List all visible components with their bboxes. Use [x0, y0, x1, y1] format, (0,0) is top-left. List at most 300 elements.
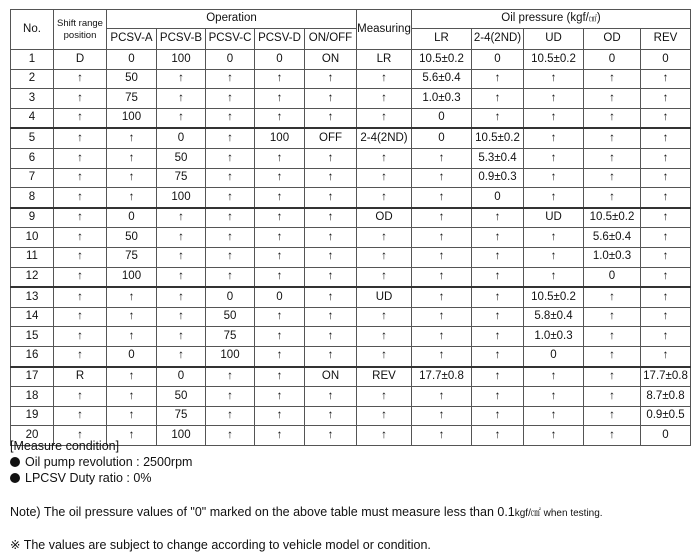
header-pcsv-d: PCSV-D — [255, 29, 305, 50]
table-cell: ↑ — [255, 89, 305, 109]
table-cell: 100 — [255, 128, 305, 148]
table-cell: ↑ — [472, 387, 524, 407]
table-row — [11, 267, 691, 287]
table-cell: ↑ — [584, 287, 641, 307]
table-cell: ↑ — [305, 228, 357, 248]
table-cell: ↑ — [305, 287, 357, 307]
table-cell: 17.7±0.8 — [641, 367, 691, 387]
table-cell: ↑ — [255, 168, 305, 188]
table-cell: LR — [357, 50, 412, 70]
table-cell: 50 — [107, 69, 157, 89]
table-cell: ↑ — [472, 108, 524, 128]
table-cell: 3 — [11, 89, 54, 109]
table-cell: ↑ — [206, 148, 255, 168]
table-cell: 50 — [157, 387, 206, 407]
oil-pressure-table-container — [10, 9, 691, 446]
table-cell: ↑ — [357, 346, 412, 366]
header-pcsv-a: PCSV-A — [107, 29, 157, 50]
table-cell: ↑ — [206, 367, 255, 387]
table-cell: 100 — [206, 346, 255, 366]
header-pcsv-c: PCSV-C — [206, 29, 255, 50]
table-cell: ↑ — [305, 108, 357, 128]
table-cell: ↑ — [584, 148, 641, 168]
table-cell: ↑ — [305, 346, 357, 366]
table-cell: 5.6±0.4 — [412, 69, 472, 89]
table-cell: 0 — [107, 50, 157, 70]
table-cell: ↑ — [584, 69, 641, 89]
table-cell: 4 — [11, 108, 54, 128]
table-cell: ↑ — [54, 208, 107, 228]
table-cell: 100 — [107, 108, 157, 128]
table-cell: 10.5±0.2 — [412, 50, 472, 70]
table-cell: ↑ — [206, 69, 255, 89]
table-cell: ↑ — [305, 69, 357, 89]
table-cell: ↑ — [524, 128, 584, 148]
table-cell: ↑ — [524, 108, 584, 128]
table-cell: 75 — [157, 406, 206, 426]
table-cell: ↑ — [357, 267, 412, 287]
condition-text: Oil pump revolution : 2500rpm — [25, 455, 193, 469]
table-cell: 0 — [584, 267, 641, 287]
table-cell: 13 — [11, 287, 54, 307]
table-cell: ↑ — [157, 327, 206, 347]
table-cell: 6 — [11, 148, 54, 168]
table-cell: ↑ — [255, 307, 305, 327]
table-cell: 0 — [412, 108, 472, 128]
header-2-4-2nd: 2-4(2ND) — [472, 29, 524, 50]
table-cell: ↑ — [357, 148, 412, 168]
table-cell: 0 — [255, 50, 305, 70]
table-cell: 0 — [584, 50, 641, 70]
table-cell: R — [54, 367, 107, 387]
table-cell: ↑ — [357, 247, 412, 267]
table-cell: 0 — [206, 287, 255, 307]
table-cell: ↑ — [54, 287, 107, 307]
table-cell: ↑ — [472, 406, 524, 426]
note-main-text: Note) The oil pressure values of "0" marked on the above table must measure less than 0.1 — [10, 505, 515, 519]
table-cell: 75 — [206, 327, 255, 347]
table-cell: ↑ — [412, 346, 472, 366]
table-cell: ↑ — [54, 247, 107, 267]
table-cell: D — [54, 50, 107, 70]
table-cell: 0.9±0.3 — [472, 168, 524, 188]
table-cell: ↑ — [412, 188, 472, 208]
table-cell: 75 — [157, 168, 206, 188]
table-cell: ↑ — [641, 148, 691, 168]
table-cell: 100 — [157, 426, 206, 446]
table-cell: 0 — [472, 50, 524, 70]
table-cell: ↑ — [472, 426, 524, 446]
table-cell: ↑ — [255, 228, 305, 248]
table-row — [11, 346, 691, 366]
table-cell: ↑ — [305, 387, 357, 407]
table-cell: 0 — [524, 346, 584, 366]
header-od: OD — [584, 29, 641, 50]
table-cell: ↑ — [641, 168, 691, 188]
note-unit-text: kgf/㎠ when testing. — [514, 508, 603, 519]
table-cell: ↑ — [255, 247, 305, 267]
table-cell: ↑ — [412, 148, 472, 168]
table-row — [11, 367, 691, 387]
table-cell: ↑ — [255, 148, 305, 168]
table-cell: ↑ — [584, 346, 641, 366]
table-cell: ↑ — [524, 168, 584, 188]
table-cell: ↑ — [472, 287, 524, 307]
header-on-off: ON/OFF — [305, 29, 357, 50]
table-cell: 0 — [157, 367, 206, 387]
table-cell: ↑ — [641, 208, 691, 228]
table-cell: ↑ — [641, 307, 691, 327]
table-cell: ↑ — [255, 387, 305, 407]
table-cell: 1 — [11, 50, 54, 70]
table-cell: ↑ — [107, 327, 157, 347]
table-cell: 17 — [11, 367, 54, 387]
table-cell: ↑ — [412, 228, 472, 248]
table-cell: 5.3±0.4 — [472, 148, 524, 168]
table-cell: 2-4(2ND) — [357, 128, 412, 148]
table-cell: ON — [305, 50, 357, 70]
measure-conditions — [10, 438, 192, 486]
table-cell: ↑ — [206, 247, 255, 267]
header-lr: LR — [412, 29, 472, 50]
table-cell: ↑ — [305, 307, 357, 327]
table-cell: 100 — [157, 188, 206, 208]
table-cell: ↑ — [412, 287, 472, 307]
table-cell: 14 — [11, 307, 54, 327]
table-row — [11, 387, 691, 407]
table-cell: ↑ — [255, 208, 305, 228]
table-cell: 0 — [107, 346, 157, 366]
table-cell: ↑ — [54, 228, 107, 248]
table-cell: ↑ — [472, 367, 524, 387]
table-cell: ↑ — [524, 426, 584, 446]
table-cell: 5.6±0.4 — [584, 228, 641, 248]
table-cell: ↑ — [641, 267, 691, 287]
table-cell: ↑ — [305, 267, 357, 287]
table-cell: 50 — [157, 148, 206, 168]
table-row — [11, 247, 691, 267]
table-cell: 0 — [206, 50, 255, 70]
bullet-icon — [10, 457, 20, 467]
table-cell: ↑ — [157, 247, 206, 267]
table-cell: ↑ — [255, 188, 305, 208]
table-cell: ↑ — [584, 367, 641, 387]
table-cell: ↑ — [107, 426, 157, 446]
table-cell: 75 — [107, 89, 157, 109]
table-cell: 10.5±0.2 — [524, 287, 584, 307]
table-cell: ↑ — [524, 148, 584, 168]
table-cell: 16 — [11, 346, 54, 366]
table-cell: 50 — [107, 228, 157, 248]
table-cell: ↑ — [157, 307, 206, 327]
table-cell: ↑ — [584, 168, 641, 188]
table-cell: 10.5±0.2 — [524, 50, 584, 70]
header-shift-range-position: Shift range position — [54, 10, 107, 50]
table-cell: ↑ — [255, 426, 305, 446]
table-cell: ↑ — [305, 168, 357, 188]
table-cell: ↑ — [472, 208, 524, 228]
table-cell: 0 — [255, 287, 305, 307]
table-cell: ↑ — [157, 228, 206, 248]
table-cell: ↑ — [472, 89, 524, 109]
table-cell: ↑ — [157, 287, 206, 307]
table-cell: ↑ — [524, 387, 584, 407]
table-cell: ↑ — [357, 188, 412, 208]
bullet-icon — [10, 473, 20, 483]
table-cell: ↑ — [412, 426, 472, 446]
table-cell: ↑ — [472, 346, 524, 366]
table-cell: ↑ — [255, 108, 305, 128]
table-cell: REV — [357, 367, 412, 387]
table-cell: ↑ — [255, 69, 305, 89]
table-cell: ↑ — [641, 69, 691, 89]
table-cell: ↑ — [357, 89, 412, 109]
table-cell: 50 — [206, 307, 255, 327]
table-cell: ↑ — [255, 327, 305, 347]
table-cell: 2 — [11, 69, 54, 89]
table-cell: ↑ — [54, 108, 107, 128]
table-cell: ↑ — [54, 69, 107, 89]
measure-condition-title: [Measure condition] — [10, 439, 120, 453]
table-cell: 8 — [11, 188, 54, 208]
table-cell: ↑ — [584, 108, 641, 128]
table-cell: OD — [357, 208, 412, 228]
table-cell: ↑ — [584, 387, 641, 407]
table-cell: ↑ — [255, 406, 305, 426]
table-cell: OFF — [305, 128, 357, 148]
table-cell: ↑ — [357, 387, 412, 407]
table-row — [11, 148, 691, 168]
table-cell: ↑ — [524, 228, 584, 248]
table-row — [11, 69, 691, 89]
table-row — [11, 327, 691, 347]
table-cell: ↑ — [54, 89, 107, 109]
table-cell: 0.9±0.5 — [641, 406, 691, 426]
table-cell: ↑ — [305, 208, 357, 228]
table-cell: ↑ — [412, 208, 472, 228]
table-cell: ↑ — [157, 108, 206, 128]
table-row — [11, 208, 691, 228]
disclaimer: ※ The values are subject to change according to vehicle model or condition. — [10, 538, 431, 552]
table-cell: ↑ — [472, 228, 524, 248]
table-row — [11, 168, 691, 188]
table-cell: ↑ — [412, 247, 472, 267]
table-cell: ↑ — [584, 426, 641, 446]
condition-item — [10, 454, 192, 470]
table-cell: ↑ — [641, 188, 691, 208]
table-cell: ↑ — [641, 228, 691, 248]
table-cell: ↑ — [255, 346, 305, 366]
table-cell: ↑ — [157, 208, 206, 228]
table-cell: ↑ — [54, 148, 107, 168]
table-cell: 100 — [157, 50, 206, 70]
table-row — [11, 406, 691, 426]
table-cell: ↑ — [305, 327, 357, 347]
table-cell: ↑ — [107, 307, 157, 327]
table-cell: 12 — [11, 267, 54, 287]
table-cell: 0 — [412, 128, 472, 148]
table-cell: 19 — [11, 406, 54, 426]
oil-pressure-close: ) — [596, 12, 601, 25]
table-cell: ↑ — [107, 387, 157, 407]
table-cell: ↑ — [157, 89, 206, 109]
table-cell: ↑ — [206, 228, 255, 248]
table-cell: ↑ — [305, 426, 357, 446]
table-cell: ↑ — [54, 168, 107, 188]
table-cell: 10 — [11, 228, 54, 248]
table-cell: ↑ — [54, 188, 107, 208]
header-rev: REV — [641, 29, 691, 50]
table-cell: ↑ — [524, 247, 584, 267]
table-cell: 5.8±0.4 — [524, 307, 584, 327]
table-cell: ↑ — [472, 327, 524, 347]
table-cell: ↑ — [107, 406, 157, 426]
header-oil-pressure — [412, 10, 691, 29]
table-cell: ↑ — [305, 148, 357, 168]
table-cell: ↑ — [472, 247, 524, 267]
table-cell: ↑ — [157, 346, 206, 366]
table-row — [11, 228, 691, 248]
table-cell: ↑ — [157, 69, 206, 89]
table-cell: 17.7±0.8 — [412, 367, 472, 387]
table-row — [11, 287, 691, 307]
header-measuring: Measuring — [357, 10, 412, 50]
table-header — [11, 10, 691, 50]
table-cell: ↑ — [107, 168, 157, 188]
table-cell: ↑ — [584, 128, 641, 148]
table-cell: ↑ — [357, 168, 412, 188]
table-cell: ↑ — [412, 267, 472, 287]
table-cell: ↑ — [54, 346, 107, 366]
table-cell: ↑ — [524, 89, 584, 109]
oil-pressure-unit: ㎠ — [588, 14, 597, 24]
oil-pressure-label: Oil pressure (kgf/ — [501, 12, 589, 25]
table-cell: ↑ — [54, 387, 107, 407]
table-cell: 8.7±0.8 — [641, 387, 691, 407]
note-line — [10, 504, 603, 519]
table-cell: ↑ — [107, 188, 157, 208]
condition-text: LPCSV Duty ratio : 0% — [25, 471, 152, 485]
table-cell: ↑ — [206, 267, 255, 287]
table-cell: ↑ — [357, 426, 412, 446]
table-cell: ↑ — [357, 228, 412, 248]
table-cell: ↑ — [412, 387, 472, 407]
table-cell: 0 — [472, 188, 524, 208]
table-cell: ↑ — [357, 327, 412, 347]
table-cell: ↑ — [357, 406, 412, 426]
table-cell: ↑ — [412, 307, 472, 327]
table-cell: ↑ — [472, 69, 524, 89]
table-cell: ↑ — [107, 367, 157, 387]
table-cell: ↑ — [206, 406, 255, 426]
table-cell: 10.5±0.2 — [472, 128, 524, 148]
table-cell: ↑ — [641, 287, 691, 307]
table-cell: ↑ — [357, 108, 412, 128]
header-no: No. — [11, 10, 54, 50]
table-cell: ↑ — [206, 128, 255, 148]
table-cell: ↑ — [54, 267, 107, 287]
table-cell: ↑ — [584, 188, 641, 208]
table-cell: ↑ — [524, 267, 584, 287]
table-cell: ↑ — [54, 426, 107, 446]
table-cell: ↑ — [641, 89, 691, 109]
header-operation: Operation — [107, 10, 357, 29]
table-cell: ↑ — [206, 89, 255, 109]
table-cell: ↑ — [54, 327, 107, 347]
table-cell: UD — [524, 208, 584, 228]
table-row — [11, 50, 691, 70]
table-cell: ↑ — [584, 89, 641, 109]
table-cell: ↑ — [472, 267, 524, 287]
table-cell: ↑ — [412, 327, 472, 347]
table-cell: ↑ — [54, 406, 107, 426]
table-cell: ↑ — [584, 307, 641, 327]
table-cell: 15 — [11, 327, 54, 347]
table-cell: ↑ — [206, 108, 255, 128]
table-cell: ↑ — [357, 307, 412, 327]
condition-item — [10, 470, 192, 486]
table-cell: ↑ — [255, 267, 305, 287]
table-cell: 75 — [107, 247, 157, 267]
table-cell: 0 — [157, 128, 206, 148]
table-cell: 0 — [641, 426, 691, 446]
table-row — [11, 128, 691, 148]
table-cell: 1.0±0.3 — [584, 247, 641, 267]
table-cell: ↑ — [641, 327, 691, 347]
table-cell: ↑ — [524, 188, 584, 208]
table-cell: ↑ — [641, 108, 691, 128]
table-cell: 0 — [641, 50, 691, 70]
table-cell: ↑ — [472, 307, 524, 327]
table-cell: ↑ — [107, 148, 157, 168]
header-ud: UD — [524, 29, 584, 50]
table-row — [11, 89, 691, 109]
table-cell: 9 — [11, 208, 54, 228]
table-cell: ↑ — [412, 168, 472, 188]
table-cell: 100 — [107, 267, 157, 287]
table-cell: ↑ — [206, 387, 255, 407]
table-cell: ↑ — [412, 406, 472, 426]
table-cell: ↑ — [641, 247, 691, 267]
table-cell: ↑ — [357, 69, 412, 89]
table-cell: 0 — [107, 208, 157, 228]
table-cell: ↑ — [305, 89, 357, 109]
table-cell: ↑ — [524, 69, 584, 89]
table-cell: ↑ — [54, 128, 107, 148]
table-cell: ↑ — [206, 188, 255, 208]
oil-pressure-spec-table — [10, 9, 691, 446]
table-cell: ↑ — [641, 128, 691, 148]
table-row — [11, 108, 691, 128]
table-body — [11, 50, 691, 446]
table-cell: ↑ — [584, 327, 641, 347]
table-cell: ↑ — [206, 168, 255, 188]
table-cell: ↑ — [255, 367, 305, 387]
table-cell: ↑ — [157, 267, 206, 287]
table-cell: ↑ — [584, 406, 641, 426]
table-row — [11, 188, 691, 208]
table-cell: 20 — [11, 426, 54, 446]
table-cell: ↑ — [524, 406, 584, 426]
table-cell: 1.0±0.3 — [524, 327, 584, 347]
table-cell: ↑ — [641, 346, 691, 366]
table-cell: ↑ — [54, 307, 107, 327]
table-row — [11, 307, 691, 327]
table-cell: ↑ — [305, 188, 357, 208]
table-cell: UD — [357, 287, 412, 307]
table-cell: ↑ — [206, 426, 255, 446]
table-cell: 5 — [11, 128, 54, 148]
